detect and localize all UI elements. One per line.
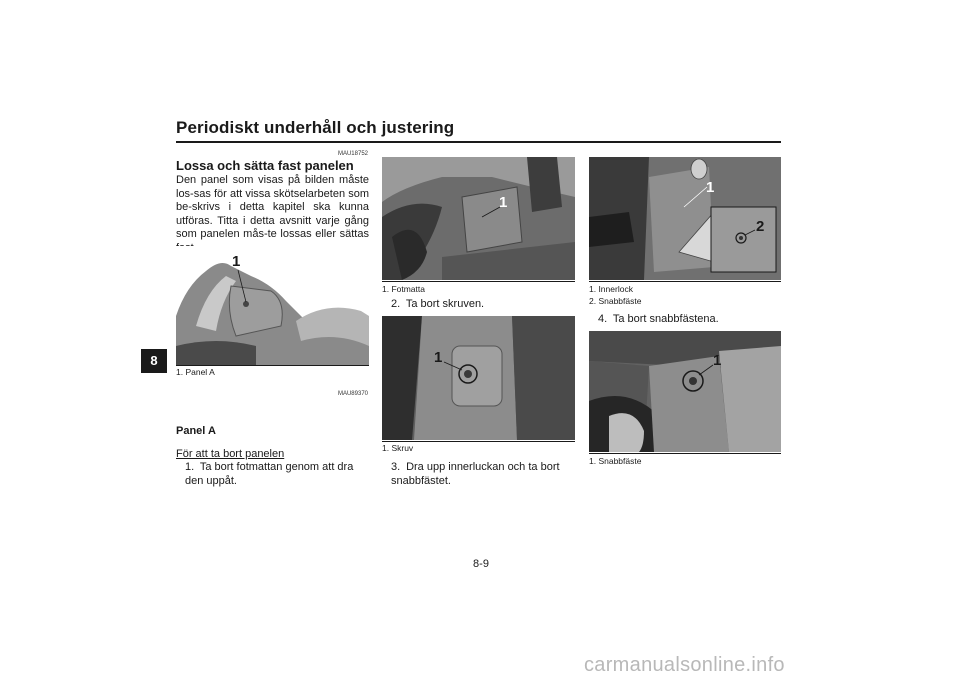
step-1-text: Ta bort fotmattan genom att dra den uppåt.: [185, 461, 354, 487]
watermark: carmanualsonline.info: [584, 654, 785, 676]
panel-heading: Panel A: [176, 425, 216, 437]
chapter-tab: 8: [141, 349, 167, 373]
step-4-text: Ta bort snabbfästena.: [612, 313, 719, 325]
figure-snabbfaste: [589, 331, 781, 452]
page-header-title: Periodiskt underhåll och justering: [176, 118, 455, 137]
header-rule: [176, 141, 781, 143]
caption-rule: [382, 441, 575, 442]
figure-innerlock-callout-1: 1: [706, 179, 715, 196]
figure-innerlock: [589, 157, 781, 280]
section-intro: Den panel som visas på bilden måste los-sas för att vissa skötselarbeten som be-skrivs i detta kapitel ska kunna utföras. Titta i detta avsnitt varje gång som panelen mås-te lossas eller sättas: [176, 174, 369, 240]
step-4: [598, 313, 781, 327]
step-1: [185, 461, 369, 488]
figure-snabbfaste-callout: 1: [713, 352, 722, 369]
section-code: MAU18752: [337, 151, 368, 157]
step-2-text: Ta bort skruven.: [405, 298, 485, 310]
step-4-number: 4.: [598, 313, 608, 325]
step-2: [391, 298, 575, 312]
figure-fotmatta-callout: 1: [499, 194, 508, 211]
step-3-text: Dra upp innerluckan och ta bort snabbfästet.: [391, 461, 560, 487]
page-number: 8-9: [473, 558, 489, 570]
figure-fotmatta-caption: 1. Fotmatta: [382, 284, 425, 294]
caption-rule: [589, 281, 781, 282]
step-2-number: 2.: [391, 298, 401, 310]
figure-innerlock-caption-2: 2. Snabbfäste: [589, 296, 642, 306]
figure-skruv-callout: 1: [434, 349, 443, 366]
figure-snabbfaste-caption: 1. Snabbfäste: [589, 456, 642, 466]
figure-panel-a-callout: 1: [232, 253, 241, 270]
removal-heading: För att ta bort panelen: [176, 448, 285, 460]
figure-panel-a: [176, 246, 369, 365]
caption-rule: [382, 281, 575, 282]
step-3: [391, 461, 575, 488]
figure-innerlock-callout-2: 2: [756, 218, 765, 235]
section-code-2: MAU89370: [337, 391, 368, 397]
step-3-number: 3.: [391, 461, 401, 473]
figure-panel-a-caption: 1. Panel A: [176, 367, 215, 377]
caption-rule: [176, 365, 369, 366]
figure-skruv-caption: 1. Skruv: [382, 443, 414, 453]
step-1-number: 1.: [185, 461, 195, 473]
figure-skruv: [382, 316, 575, 440]
caption-rule: [589, 453, 781, 454]
figure-innerlock-caption-1: 1. Innerlock: [589, 284, 633, 294]
figure-fotmatta: [382, 157, 575, 280]
section-heading: Lossa och sätta fast panelen: [176, 158, 354, 173]
